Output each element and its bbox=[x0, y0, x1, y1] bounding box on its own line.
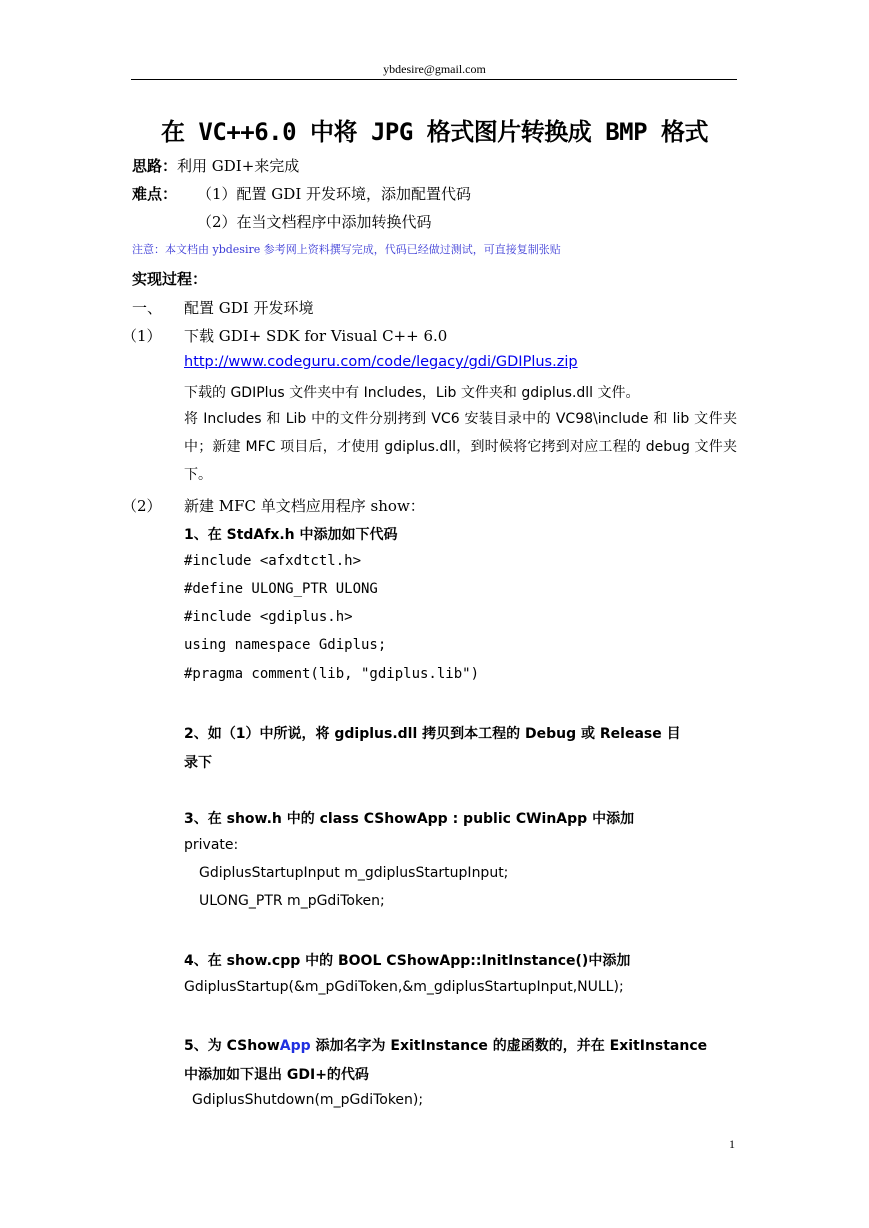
page-number: 1 bbox=[729, 1137, 735, 1151]
page-header-email: ybdesire@gmail.com bbox=[383, 62, 486, 76]
header-divider bbox=[131, 79, 737, 80]
step2-title: 新建 MFC 单文档应用程序 show： bbox=[184, 497, 425, 515]
code4-line: GdiplusStartup(&m_pGdiToken,&m_gdiplusStartupInput,NULL); bbox=[184, 979, 624, 995]
substep5-line1 bbox=[184, 1035, 707, 1055]
substep2-line2: 录下 bbox=[184, 755, 212, 771]
document-title: 在 VC++6.0 中将 JPG 格式图片转换成 BMP 格式 bbox=[160, 118, 709, 146]
code1-line2: #define ULONG_PTR ULONG bbox=[184, 581, 378, 597]
difficulty-label: 难点： bbox=[132, 185, 178, 203]
substep5-part-a: 5、为 CShow bbox=[184, 1038, 280, 1054]
idea-text: 利用 GDI+来完成 bbox=[177, 157, 300, 175]
code3-line2: GdiplusStartupInput m_gdiplusStartupInput; bbox=[199, 865, 509, 881]
substep5-line2: 中添加如下退出 GDI+的代码 bbox=[184, 1067, 369, 1083]
idea-line bbox=[132, 155, 299, 176]
code1-line5: #pragma comment(lib, "gdiplus.lib") bbox=[184, 666, 480, 682]
substep1-heading: 1、在 StdAfx.h 中添加如下代码 bbox=[184, 527, 398, 543]
difficulty-item-1: （1）配置 GDI 开发环境，添加配置代码 bbox=[197, 185, 472, 203]
code3-line3: ULONG_PTR m_pGdiToken; bbox=[199, 893, 385, 909]
section1-title: 配置 GDI 开发环境 bbox=[184, 299, 314, 317]
substep5-part-c: 添加名字为 ExitInstance 的虚函数的，并在 ExitInstance bbox=[310, 1038, 708, 1054]
process-label: 实现过程： bbox=[132, 270, 208, 288]
step1-number: （1） bbox=[122, 327, 162, 345]
code1-line3: #include <gdiplus.h> bbox=[184, 609, 353, 625]
section1-number: 一、 bbox=[132, 299, 163, 317]
code1-line4: using namespace Gdiplus; bbox=[184, 637, 387, 653]
code3-line1: private: bbox=[184, 837, 239, 853]
difficulty-item-2: （2）在当文档程序中添加转换代码 bbox=[197, 213, 432, 231]
idea-label: 思路： bbox=[132, 157, 178, 175]
code1-line1: #include <afxdtctl.h> bbox=[184, 553, 362, 569]
gdiplus-download-link[interactable]: http://www.codeguru.com/code/legacy/gdi/GDIPlus.zip bbox=[184, 354, 578, 370]
substep2-line1: 2、如（1）中所说，将 gdiplus.dll 拷贝到本工程的 Debug 或 Release 目 bbox=[184, 726, 681, 742]
substep4-heading: 4、在 show.cpp 中的 BOOL CShowApp::InitInstance()中添加 bbox=[184, 953, 631, 969]
step1-line1: 下载的 GDIPlus 文件夹中有 Includes，Lib 文件夹和 gdiplus.dll 文件。 bbox=[184, 385, 640, 401]
substep3-heading: 3、在 show.h 中的 class CShowApp : public CWinApp 中添加 bbox=[184, 811, 635, 827]
step2-number: （2） bbox=[122, 497, 162, 515]
step1-paragraph: 将 Includes 和 Lib 中的文件分别拷到 VC6 安装目录中的 VC98\include 和 lib 文件夹中；新建 MFC 项目后，才使用 gdiplus.dll，到时候将它拷到对应工程的 debug 文件夹下。 bbox=[184, 411, 737, 483]
step1-title: 下载 GDI+ SDK for Visual C++ 6.0 bbox=[184, 327, 448, 345]
note-text: 注意：本文档由 ybdesire 参考网上资料撰写完成，代码已经做过测试，可直接复制张贴 bbox=[132, 243, 561, 256]
substep5-part-b: App bbox=[279, 1038, 311, 1054]
code5-line: GdiplusShutdown(m_pGdiToken); bbox=[192, 1092, 424, 1108]
